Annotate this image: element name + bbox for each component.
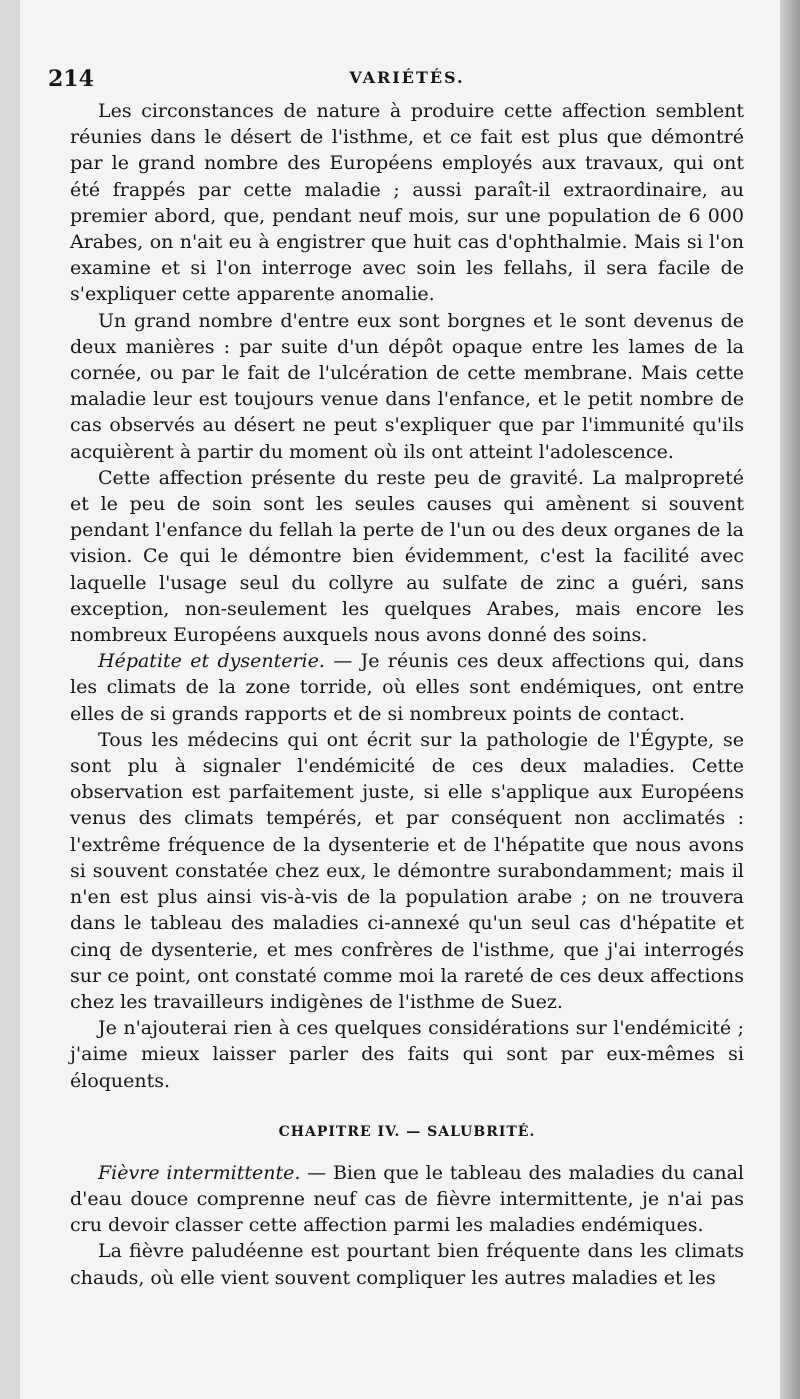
section-title: Fièvre intermittente. (98, 1161, 301, 1184)
paragraph (70, 308, 744, 465)
paragraph (70, 1160, 744, 1239)
page-body (70, 98, 744, 1291)
paragraph (70, 465, 744, 648)
book-page (20, 0, 780, 1399)
paragraph-text: — Je réunis ces deux affections qui, dans les climats de la zone torride, où elles sont endémiques, ont entre elles de si grands rapports et de si nombreux points de contact. (70, 650, 744, 725)
paragraph-text: La fièvre paludéenne est pourtant bien fréquente dans les climats chauds, où elle vient souvent compliquer les autres maladies et les (70, 1240, 744, 1289)
page-number: 214 (48, 66, 94, 92)
paragraph (70, 1238, 744, 1290)
paragraph (70, 727, 744, 1015)
page-header (48, 58, 744, 98)
paragraph-text: Cette affection présente du reste peu de gravité. La malpropreté et le peu de soin sont les seules causes qui amènent si souvent pendant l'enfance du fellah la perte de l'un ou des deux organes de la vision. Ce qui le démontre bien évidemment, c'est la facilité avec laquelle l'usage seul du collyre au sulfate de zinc a guéri, sans exception, non-seulement les quelques Arabes, mais encore les nombreux Européens auxquels nous avons donné des soins. (70, 466, 744, 647)
paragraph-text: Les circonstances de nature à produire cette affection semblent réunies dans le désert de l'isthme, et ce fait est plus que démontré par le grand nombre des Européens employés aux travaux, qui ont été frappés par cette maladie ; aussi paraît-il extraordinaire, au premier abord, que, pendant neuf mois, sur une population de 6 000 Arabes, on n'ait eu à engistrer que huit cas d'ophthalmie. Mais si l'on examine et si l'on interroge avec soin les fellahs, il sera facile de s'expliquer cette apparente anomalie. (70, 100, 744, 306)
paragraph-text: — Bien que le tableau des maladies du canal d'eau douce comprenne neuf cas de fièvre intermittente, je n'ai pas cru devoir classer cette affection parmi les maladies endémiques. (70, 1161, 744, 1237)
section-title: Hépatite et dysenterie. (98, 650, 325, 673)
paragraph (70, 648, 744, 727)
running-title: VARIÉTÉS. (349, 68, 465, 87)
paragraph-text: Un grand nombre d'entre eux sont borgnes et le sont devenus de deux manières : par suite d'un dépôt opaque entre les lames de la cornée, ou par le fait de l'ulcération de cette membrane. Mais cette maladie leur est toujours venue dans l'enfance, et le petit nombre de cas observés au désert ne peut s'expliquer que par l'immunité qu'ils acquièrent à partir du moment où ils ont atteint l'adolescence. (70, 309, 744, 463)
paragraph-text: Tous les médecins qui ont écrit sur la pathologie de l'Égypte, se sont plu à signaler l'endémicité de ces deux maladies. Cette observation est parfaitement juste, si elle s'applique aux Européens venus des climats tempérés, et par conséquent non acclimatés : l'extrême fréquence de la dysenterie et de l'hépatite que nous avons si souvent constatée chez eux, le démontre surabondamment; mais il n'en est plus ainsi vis-à-vis de la population arabe ; on ne trouvera dans le tableau des maladies ci-annexé qu'un seul cas d'hépatite et cinq de dysenterie, et mes confrères de l'isthme, que j'ai interrogés sur ce point, ont constaté comme moi la rareté de ces deux affections chez les travailleurs indigènes de l'isthme de Suez. (70, 728, 744, 1013)
paragraph (70, 1015, 744, 1094)
page-edge-shadow (780, 0, 800, 1399)
paragraph-text: Je n'ajouterai rien à ces quelques considérations sur l'endémicité ; j'aime mieux laisser parler des faits qui sont par eux-mêmes si éloquents. (70, 1017, 744, 1092)
paragraph (70, 98, 744, 308)
chapter-heading: CHAPITRE IV. — SALUBRITÉ. (278, 1123, 536, 1140)
